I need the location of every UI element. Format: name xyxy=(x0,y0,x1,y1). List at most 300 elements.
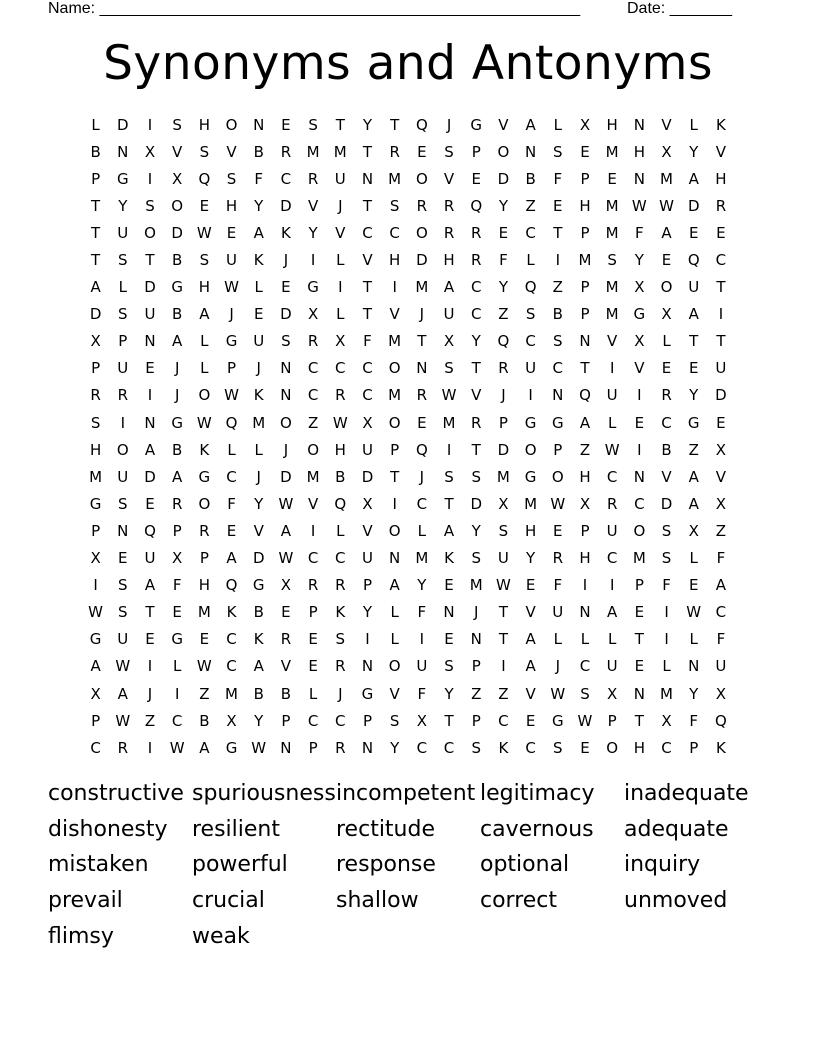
grid-letter: U xyxy=(117,223,129,242)
word-bank-item: crucial xyxy=(192,888,265,914)
grid-letter: L xyxy=(118,278,127,297)
grid-letter: L xyxy=(390,630,399,649)
grid-letter: M xyxy=(496,467,510,486)
grid-letter: X xyxy=(661,305,672,324)
grid-letter: L xyxy=(607,413,617,432)
grid-letter: J xyxy=(256,467,261,486)
grid-letter: F xyxy=(553,169,563,188)
grid-letter: R xyxy=(335,386,346,405)
grid-letter: K xyxy=(253,630,264,649)
grid-letter: R xyxy=(606,494,618,513)
word-bank-item: dishonesty xyxy=(48,816,168,842)
grid-letter: Q xyxy=(225,413,238,432)
grid-letter: W xyxy=(251,738,267,757)
grid-letter: R xyxy=(280,630,292,649)
grid-letter: C xyxy=(661,413,672,432)
grid-letter: A xyxy=(688,467,699,486)
grid-letter: T xyxy=(417,332,427,351)
word-bank-item: inadequate xyxy=(624,781,749,806)
grid-letter: U xyxy=(715,359,727,378)
grid-letter: S xyxy=(389,711,400,730)
grid-letter: E xyxy=(580,738,590,757)
grid-letter: N xyxy=(361,657,374,676)
word-bank-item: legitimacy xyxy=(480,781,595,806)
grid-letter: M xyxy=(605,305,619,324)
grid-letter: T xyxy=(362,196,373,215)
grid-letter: S xyxy=(444,467,454,486)
grid-letter: S xyxy=(607,251,617,270)
grid-letter: A xyxy=(90,278,101,297)
grid-letter: V xyxy=(335,223,346,242)
grid-letter: I xyxy=(147,115,153,134)
grid-letter: T xyxy=(362,305,373,324)
grid-letter: L xyxy=(662,657,671,676)
grid-letter: W xyxy=(115,711,131,730)
grid-letter: P xyxy=(471,142,481,161)
grid-letter: U xyxy=(416,657,428,676)
grid-letter: U xyxy=(606,521,618,540)
grid-letter: R xyxy=(335,738,346,757)
grid-letter: N xyxy=(117,521,129,540)
grid-letter: U xyxy=(334,169,346,188)
grid-letter: E xyxy=(281,603,291,622)
grid-letter: C xyxy=(226,657,237,676)
grid-letter: O xyxy=(551,467,564,486)
grid-letter: M xyxy=(415,549,429,568)
grid-letter: X xyxy=(661,142,672,161)
grid-letter: M xyxy=(632,549,646,568)
grid-letter: H xyxy=(579,549,591,568)
grid-letter: I xyxy=(446,440,452,459)
grid-letter: C xyxy=(389,223,400,242)
date-field-line: Date: _______ xyxy=(627,0,732,17)
grid-letter: X xyxy=(579,115,591,134)
word-bank-item: resilient xyxy=(192,816,280,842)
grid-letter: A xyxy=(579,413,591,432)
grid-letter: I xyxy=(528,386,533,405)
name-field-line: Name: ______________________________________________________ xyxy=(48,0,581,17)
word-bank-item: weak xyxy=(192,923,250,949)
grid-letter: S xyxy=(444,359,454,378)
grid-letter: P xyxy=(227,359,237,378)
grid-letter: T xyxy=(362,278,373,297)
grid-letter: O xyxy=(633,521,646,540)
grid-letter: T xyxy=(390,467,400,486)
grid-letter: W xyxy=(196,657,212,676)
grid-letter: S xyxy=(199,251,210,270)
grid-letter: G xyxy=(171,278,183,297)
grid-letter: L xyxy=(227,440,236,459)
grid-letter: S xyxy=(580,684,590,703)
grid-letter: O xyxy=(225,115,238,134)
grid-letter: Y xyxy=(526,549,536,568)
grid-letter: H xyxy=(89,440,102,459)
grid-letter: V xyxy=(307,196,319,215)
grid-letter: E xyxy=(580,142,590,161)
grid-letter: P xyxy=(471,657,481,676)
grid-letter: E xyxy=(281,278,291,297)
grid-letter: W xyxy=(115,657,131,676)
grid-letter: A xyxy=(688,169,699,188)
grid-letter: D xyxy=(715,386,727,405)
grid-letter: C xyxy=(715,603,727,622)
grid-letter: B xyxy=(552,305,563,324)
grid-letter: U xyxy=(361,440,373,459)
grid-letter: S xyxy=(389,196,400,215)
grid-letter: R xyxy=(552,549,563,568)
grid-letter: G xyxy=(171,413,183,432)
grid-letter: P xyxy=(553,440,563,459)
grid-letter: N xyxy=(144,413,156,432)
grid-letter: M xyxy=(333,142,347,161)
grid-letter: S xyxy=(118,305,128,324)
grid-letter: A xyxy=(172,467,183,486)
grid-letter: X xyxy=(498,494,509,513)
grid-letter: H xyxy=(198,576,210,595)
grid-letter: J xyxy=(174,386,180,405)
grid-letter: E xyxy=(634,603,645,622)
grid-letter: I xyxy=(338,278,343,297)
grid-letter: Q xyxy=(524,278,537,297)
grid-letter: B xyxy=(172,440,183,459)
grid-letter: X xyxy=(335,332,346,351)
grid-letter: E xyxy=(444,576,454,595)
grid-letter: S xyxy=(498,521,509,540)
grid-letter: W xyxy=(631,196,647,215)
grid-letter: M xyxy=(89,467,103,486)
grid-letter: R xyxy=(389,142,400,161)
grid-letter: X xyxy=(307,305,319,324)
grid-letter: L xyxy=(607,630,617,649)
grid-letter: N xyxy=(579,603,591,622)
grid-letter: L xyxy=(308,684,318,703)
grid-letter: P xyxy=(580,305,590,324)
grid-letter: H xyxy=(524,521,537,540)
grid-letter: R xyxy=(498,359,509,378)
grid-letter: J xyxy=(283,251,289,270)
grid-letter: E xyxy=(145,494,155,513)
grid-letter: P xyxy=(471,711,481,730)
grid-letter: U xyxy=(606,657,618,676)
grid-letter: B xyxy=(661,440,672,459)
grid-letter: D xyxy=(361,467,374,486)
grid-letter: M xyxy=(605,223,619,242)
grid-letter: P xyxy=(580,169,590,188)
grid-letter: S xyxy=(471,549,481,568)
grid-letter: O xyxy=(415,169,428,188)
grid-letter: V xyxy=(525,684,536,703)
grid-letter: A xyxy=(280,521,292,540)
grid-letter: P xyxy=(91,359,101,378)
grid-letter: A xyxy=(688,494,699,513)
grid-letter: G xyxy=(551,413,564,432)
grid-letter: X xyxy=(579,494,591,513)
grid-letter: E xyxy=(688,223,699,242)
grid-letter: V xyxy=(253,521,264,540)
grid-letter: S xyxy=(308,115,318,134)
word-bank-item: constructive xyxy=(48,781,184,806)
grid-letter: J xyxy=(338,196,343,215)
word-bank-item: incompetent xyxy=(336,781,476,806)
grid-letter: E xyxy=(172,603,182,622)
grid-letter: P xyxy=(498,413,508,432)
grid-letter: O xyxy=(497,142,510,161)
grid-letter: G xyxy=(524,467,537,486)
grid-letter: C xyxy=(498,711,509,730)
grid-letter: N xyxy=(524,142,537,161)
grid-letter: D xyxy=(470,494,482,513)
grid-letter: X xyxy=(362,494,373,513)
grid-letter: S xyxy=(199,142,210,161)
grid-letter: X xyxy=(226,711,237,730)
grid-letter: V xyxy=(498,115,509,134)
grid-letter: R xyxy=(171,494,183,513)
grid-letter: Z xyxy=(498,305,509,324)
grid-letter: L xyxy=(553,115,562,134)
grid-letter: H xyxy=(334,440,346,459)
grid-letter: M xyxy=(225,684,238,703)
grid-letter: A xyxy=(253,657,264,676)
grid-letter: Y xyxy=(498,196,508,215)
grid-letter: D xyxy=(144,467,156,486)
grid-letter: G xyxy=(633,305,646,324)
grid-letter: W xyxy=(495,576,511,595)
grid-letter: E xyxy=(607,169,617,188)
grid-letter: B xyxy=(90,142,101,161)
grid-letter: F xyxy=(689,711,699,730)
grid-letter: Z xyxy=(715,521,727,540)
grid-letter: C xyxy=(525,332,536,351)
grid-letter: M xyxy=(660,684,673,703)
grid-letter: Q xyxy=(497,332,510,351)
grid-letter: X xyxy=(172,549,183,568)
word-bank-item: optional xyxy=(480,852,570,878)
grid-letter: C xyxy=(579,657,591,676)
grid-letter: H xyxy=(579,467,591,486)
grid-letter: C xyxy=(90,738,101,757)
grid-letter: I xyxy=(310,521,316,540)
grid-letter: R xyxy=(117,738,128,757)
grid-letter: O xyxy=(388,657,401,676)
grid-letter: I xyxy=(120,413,125,432)
grid-letter: I xyxy=(147,169,153,188)
grid-letter: P xyxy=(580,521,590,540)
grid-letter: W xyxy=(278,494,294,513)
grid-letter: E xyxy=(471,169,481,188)
grid-letter: E xyxy=(525,711,536,730)
word-bank xyxy=(48,776,768,954)
grid-letter: F xyxy=(553,576,563,595)
grid-letter: S xyxy=(118,494,128,513)
grid-letter: G xyxy=(225,738,238,757)
grid-letter: A xyxy=(226,549,237,568)
grid-letter: N xyxy=(633,115,645,134)
grid-letter: X xyxy=(715,684,727,703)
grid-letter: T xyxy=(553,223,563,242)
grid-letter: Q xyxy=(334,494,347,513)
grid-letter: W xyxy=(88,603,104,622)
grid-letter: I xyxy=(392,494,397,513)
grid-letter: X xyxy=(607,684,618,703)
grid-letter: H xyxy=(715,169,727,188)
grid-letter: L xyxy=(689,549,698,568)
grid-letter: R xyxy=(416,386,428,405)
grid-letter: S xyxy=(90,413,101,432)
grid-letter: C xyxy=(226,467,237,486)
grid-letter: Y xyxy=(471,332,481,351)
grid-letter: E xyxy=(716,223,726,242)
grid-letter: C xyxy=(335,549,346,568)
grid-letter: I xyxy=(555,251,560,270)
grid-letter: Y xyxy=(471,521,481,540)
grid-letter: E xyxy=(498,223,509,242)
grid-letter: W xyxy=(224,278,239,297)
grid-letter: T xyxy=(689,332,699,351)
grid-letter: C xyxy=(470,305,482,324)
grid-letter: A xyxy=(443,521,455,540)
grid-letter: Y xyxy=(689,386,699,405)
grid-letter: U xyxy=(497,549,509,568)
grid-letter: O xyxy=(198,494,211,513)
grid-letter: U xyxy=(443,305,455,324)
grid-letter: C xyxy=(307,711,319,730)
grid-letter: X xyxy=(90,684,101,703)
grid-letter: C xyxy=(416,494,428,513)
grid-letter: E xyxy=(634,413,645,432)
grid-letter: D xyxy=(497,440,510,459)
grid-letter: Z xyxy=(307,413,319,432)
grid-letter: R xyxy=(199,521,210,540)
grid-letter: M xyxy=(469,576,483,595)
grid-letter: L xyxy=(336,305,345,324)
grid-letter: T xyxy=(580,359,590,378)
grid-letter: Q xyxy=(579,386,591,405)
grid-letter: V xyxy=(607,332,618,351)
word-bank-item: adequate xyxy=(624,816,729,842)
grid-letter: F xyxy=(635,223,644,242)
grid-letter: Y xyxy=(390,738,400,757)
grid-letter: C xyxy=(335,711,346,730)
grid-letter: M xyxy=(605,196,619,215)
grid-letter: N xyxy=(144,332,156,351)
grid-letter: T xyxy=(91,223,101,242)
grid-letter: W xyxy=(659,196,674,215)
grid-letter: W xyxy=(196,413,212,432)
grid-letter: J xyxy=(256,359,261,378)
grid-letter: L xyxy=(336,521,345,540)
grid-letter: C xyxy=(525,223,536,242)
grid-letter: J xyxy=(283,440,289,459)
grid-letter: S xyxy=(444,142,454,161)
grid-letter: V xyxy=(307,494,319,513)
grid-letter: A xyxy=(199,305,210,324)
grid-letter: A xyxy=(144,576,156,595)
grid-letter: H xyxy=(198,278,210,297)
grid-letter: F xyxy=(417,603,427,622)
grid-letter: H xyxy=(443,251,455,270)
grid-letter: Y xyxy=(254,711,264,730)
grid-letter: M xyxy=(388,386,402,405)
grid-letter: D xyxy=(497,169,510,188)
grid-letter: W xyxy=(550,494,566,513)
grid-letter: W xyxy=(577,711,593,730)
grid-letter: I xyxy=(310,251,316,270)
grid-letter: M xyxy=(442,413,456,432)
grid-letter: M xyxy=(252,413,266,432)
grid-letter: Z xyxy=(525,196,536,215)
grid-letter: A xyxy=(525,630,536,649)
grid-letter: V xyxy=(172,142,183,161)
grid-letter: S xyxy=(145,196,155,215)
grid-letter: E xyxy=(199,630,210,649)
grid-letter: W xyxy=(686,603,702,622)
grid-letter: U xyxy=(361,549,373,568)
grid-letter: I xyxy=(664,630,669,649)
grid-letter: C xyxy=(307,359,319,378)
grid-letter: M xyxy=(388,332,402,351)
grid-letter: G xyxy=(551,711,564,730)
grid-letter: D xyxy=(89,305,102,324)
grid-letter: K xyxy=(226,603,237,622)
grid-letter: N xyxy=(688,657,700,676)
grid-letter: S xyxy=(525,305,536,324)
grid-letter: H xyxy=(606,115,618,134)
grid-letter: L xyxy=(200,332,209,351)
grid-letter: L xyxy=(662,332,671,351)
grid-letter: S xyxy=(471,738,481,757)
grid-letter: K xyxy=(253,251,264,270)
grid-letter: P xyxy=(118,332,128,351)
grid-letter: D xyxy=(660,494,673,513)
grid-letter: I xyxy=(637,440,642,459)
grid-letter: A xyxy=(525,115,536,134)
grid-letter: B xyxy=(525,169,536,188)
grid-letter: C xyxy=(634,494,645,513)
grid-letter: J xyxy=(147,684,153,703)
grid-letter: L xyxy=(390,603,399,622)
grid-letter: U xyxy=(226,251,238,270)
grid-letter: I xyxy=(147,738,153,757)
grid-letter: L xyxy=(417,521,427,540)
word-bank-item: response xyxy=(336,852,436,878)
grid-letter: E xyxy=(226,223,237,242)
grid-letter: A xyxy=(715,576,727,595)
grid-letter: J xyxy=(419,305,425,324)
grid-letter: J xyxy=(555,657,560,676)
grid-letter: W xyxy=(332,413,348,432)
grid-letter: A xyxy=(199,738,210,757)
grid-letter: V xyxy=(443,169,455,188)
word-search-grid xyxy=(82,111,742,761)
grid-letter: X xyxy=(661,711,672,730)
grid-letter: O xyxy=(415,223,428,242)
grid-letter: Q xyxy=(470,196,483,215)
grid-letter: I xyxy=(501,657,506,676)
grid-letter: C xyxy=(362,359,373,378)
grid-letter: T xyxy=(716,332,726,351)
grid-letter: L xyxy=(254,278,263,297)
grid-letter: K xyxy=(253,386,264,405)
grid-letter: L xyxy=(172,657,182,676)
grid-letter: H xyxy=(389,251,401,270)
grid-letter: G xyxy=(524,413,537,432)
grid-letter: F xyxy=(417,684,427,703)
grid-letter: V xyxy=(226,142,237,161)
grid-letter: Z xyxy=(688,440,699,459)
grid-letter: K xyxy=(444,549,454,568)
grid-letter: X xyxy=(715,440,727,459)
grid-letter: C xyxy=(606,467,618,486)
